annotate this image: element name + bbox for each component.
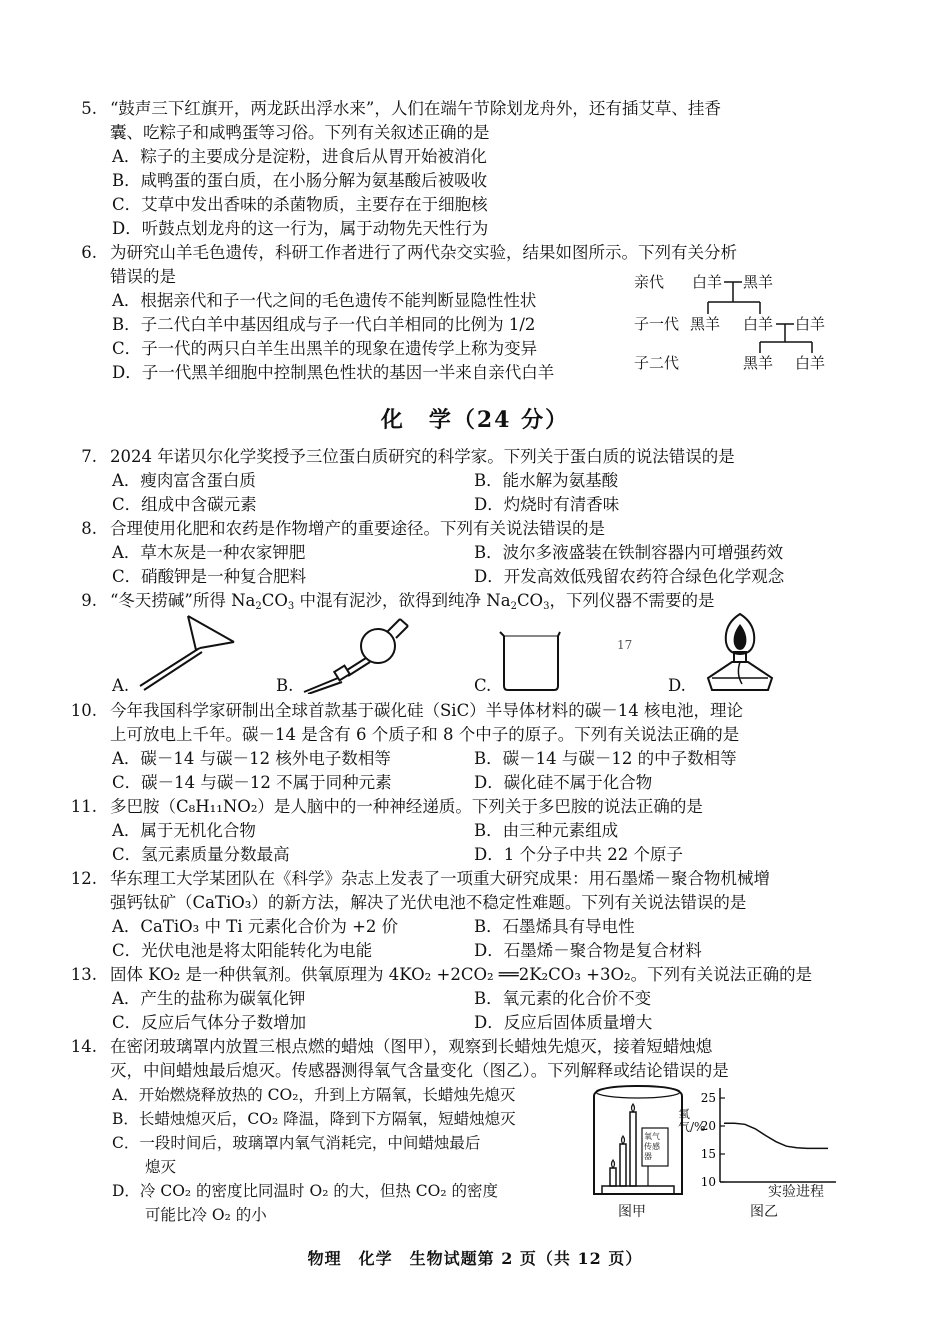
q6-option-b: B．子二代白羊中基因组成与子一代白羊相同的比例为 1/2 bbox=[112, 315, 536, 334]
q13-option-d: D．反应后固体质量增大 bbox=[474, 1013, 653, 1032]
q14-option-d-line2: 可能比冷 O₂ 的小 bbox=[145, 1206, 267, 1224]
parent-black-sheep: 黑羊 bbox=[743, 273, 774, 291]
q7-option-a: A．瘦肉富含蛋白质 bbox=[112, 471, 256, 490]
q14-number: 14. bbox=[70, 1037, 97, 1056]
figure-b-caption: 图乙 bbox=[750, 1204, 778, 1220]
q5-option-a: A．粽子的主要成分是淀粉，进食后从胃开始被消化 bbox=[112, 147, 487, 166]
q10-option-d: D．碳化硅不属于化合物 bbox=[474, 773, 653, 792]
q5-option-d: D．听鼓点划龙舟的这一行为，属于动物先天性行为 bbox=[112, 219, 489, 238]
q14-option-d-line1: D．冷 CO₂ 的密度比同温时 O₂ 的大，但热 CO₂ 的密度 bbox=[112, 1182, 498, 1200]
q5-option-b: B．咸鸭蛋的蛋白质，在小肠分解为氨基酸后被吸收 bbox=[112, 171, 488, 190]
f1-white-sheep-b: 白羊 bbox=[795, 315, 826, 333]
q12-option-b: B．石墨烯具有导电性 bbox=[474, 917, 635, 936]
q7-option-b: B．能水解为氨基酸 bbox=[474, 471, 619, 490]
q8-option-a: A．草木灰是一种农家钾肥 bbox=[112, 543, 306, 562]
f2-black-sheep: 黑羊 bbox=[743, 354, 774, 372]
q9-option-c-label: C. bbox=[474, 676, 492, 695]
q8-option-c: C．硝酸钾是一种复合肥料 bbox=[112, 567, 307, 586]
label-parent-generation: 亲代 bbox=[634, 273, 665, 291]
q7-stem: 2024 年诺贝尔化学奖授予三位蛋白质研究的科学家。下列关于蛋白质的说法错误的是 bbox=[110, 447, 735, 466]
q6-stem-line2: 错误的是 bbox=[110, 267, 176, 286]
q6-stem-line1: 为研究山羊毛色遗传，科研工作者进行了两代杂交实验，结果如图所示。下列有关分析 bbox=[110, 243, 737, 262]
q12-option-d: D．石墨烯－聚合物是复合材料 bbox=[474, 941, 702, 960]
q6-option-d: D．子一代黑羊细胞中控制黑色性状的基因一半来自亲代白羊 bbox=[112, 363, 555, 382]
q13-option-b: B．氧元素的化合价不变 bbox=[474, 989, 652, 1008]
parent-white-sheep: 白羊 bbox=[692, 273, 723, 291]
q5-stem-line1: “鼓声三下红旗开，两龙跃出浮水来”，人们在端午节除划龙舟外，还有插艾草、挂香 bbox=[110, 99, 721, 118]
q8-stem: 合理使用化肥和农药是作物增产的重要途径。下列有关说法错误的是 bbox=[110, 519, 605, 538]
q12-option-a: A．CaTiO₃ 中 Ti 元素化合价为 +2 价 bbox=[112, 917, 399, 936]
q14-option-c-line2: 熄灭 bbox=[145, 1158, 177, 1176]
q11-stem: 多巴胺（C₈H₁₁NO₂）是人脑中的一种神经递质。下列关于多巴胺的说法正确的是 bbox=[110, 797, 703, 816]
q9-pencil-mark: 17 bbox=[617, 638, 633, 652]
f2-white-sheep: 白羊 bbox=[795, 354, 826, 372]
q14-option-c-line1: C．一段时间后，玻璃罩内氧气消耗完，中间蜡烛最后 bbox=[112, 1134, 481, 1152]
q9-stem-part1: “冬天捞碱”所得 Na bbox=[110, 591, 256, 610]
q14-stem-line2: 灭，中间蜡烛最后熄灭。传感器测得氧气含量变化（图乙）。下列解释或结论错误的是 bbox=[110, 1061, 729, 1080]
q8-option-b: B．波尔多液盛装在铁制容器内可增强药效 bbox=[474, 543, 784, 562]
y-tick-label-15: 15 bbox=[700, 1147, 716, 1161]
q10-number: 10. bbox=[70, 701, 97, 720]
q11-option-b: B．由三种元素组成 bbox=[474, 821, 619, 840]
q7-option-c: C．组成中含碳元素 bbox=[112, 495, 257, 514]
chemistry-section-title: 化 学（24 分） bbox=[380, 407, 570, 433]
q12-number: 12. bbox=[70, 869, 97, 888]
q14-option-a: A．开始燃烧释放热的 CO₂，升到上方隔氧，长蜡烛先熄灭 bbox=[112, 1086, 516, 1104]
q13-stem: 固体 KO₂ 是一种供氧剂。供氧原理为 4KO₂ +2CO₂ ══2K₂CO₃ +3O₂。下列有关说法正确的是 bbox=[110, 965, 813, 984]
q10-stem-line2: 上可放电上千年。碳－14 是含有 6 个质子和 8 个中子的原子。下列有关说法正确的是 bbox=[110, 725, 740, 744]
y-tick-label-10: 10 bbox=[700, 1175, 716, 1189]
q6-option-c: C．子一代的两只白羊生出黑羊的现象在遗传学上称为变异 bbox=[112, 339, 538, 358]
q9-stem: “冬天捞碱”所得 $Na_2CO_3$ 中混有泥沙，欲得到纯净 $Na_2CO_3$，下列仪器不需要的是 bbox=[110, 591, 715, 612]
q11-option-a: A．属于无机化合物 bbox=[112, 821, 256, 840]
alcohol-lamp-icon bbox=[700, 610, 780, 696]
q9-stem-part2: CO bbox=[261, 591, 288, 610]
q6-number: 6. bbox=[81, 243, 97, 262]
q10-stem-line1: 今年我国科学家研制出全球首款基于碳化硅（SiC）半导体材料的碳－14 核电池，理论 bbox=[110, 701, 743, 720]
q12-option-c: C．光伏电池是将太阳能转化为电能 bbox=[112, 941, 373, 960]
q11-option-d: D．1 个分子中共 22 个原子 bbox=[474, 845, 683, 864]
y-tick-label-25: 25 bbox=[700, 1091, 716, 1105]
oxygen-series-line bbox=[724, 1123, 828, 1148]
oxygen-sensor-label: 氧气传感器 bbox=[644, 1132, 660, 1161]
q9-stem-part5: ，下列仪器不需要的是 bbox=[549, 591, 715, 610]
figure-a-caption: 图甲 bbox=[618, 1204, 646, 1220]
q5-stem-line2: 囊、吃粽子和咸鸭蛋等习俗。下列有关叙述正确的是 bbox=[110, 123, 490, 142]
q12-stem-line1: 华东理工大学某团队在《科学》杂志上发表了一项重大研究成果：用石墨烯－聚合物机械增 bbox=[110, 869, 770, 888]
q13-number: 13. bbox=[70, 965, 97, 984]
q10-option-a: A．碳－14 与碳－12 核外电子数相等 bbox=[112, 749, 391, 768]
f1-white-sheep-a: 白羊 bbox=[743, 315, 774, 333]
q5-number: 5. bbox=[81, 99, 97, 118]
q14-option-b: B．长蜡烛熄灭后，CO₂ 降温，降到下方隔氧，短蜡烛熄灭 bbox=[112, 1110, 516, 1128]
q9-number: 9. bbox=[81, 591, 97, 610]
page-footer: 物理 化学 生物试题第 2 页（共 12 页） bbox=[307, 1249, 643, 1268]
q6-option-a: A．根据亲代和子一代之间的毛色遗传不能判断显隐性性状 bbox=[112, 291, 537, 310]
pedigree-lines bbox=[0, 0, 950, 420]
label-f1-generation: 子一代 bbox=[634, 315, 680, 333]
q7-number: 7. bbox=[81, 447, 97, 466]
q8-option-d: D．开发高效低残留农药符合绿色化学观念 bbox=[474, 567, 785, 586]
q10-option-c: C．碳－14 与碳－12 不属于同种元素 bbox=[112, 773, 392, 792]
figure-a-bell-jar bbox=[588, 1082, 688, 1202]
q9-option-b-label: B. bbox=[276, 676, 294, 695]
q14-stem-line1: 在密闭玻璃罩内放置三根点燃的蜡烛（图甲），观察到长蜡烛先熄灭，接着短蜡烛熄 bbox=[110, 1037, 713, 1056]
chart-x-axis-label: 实验进程 bbox=[768, 1184, 824, 1200]
q7-option-d: D．灼烧时有清香味 bbox=[474, 495, 620, 514]
q11-number: 11. bbox=[70, 797, 97, 816]
f1-black-sheep: 黑羊 bbox=[690, 315, 721, 333]
beaker-icon bbox=[496, 628, 566, 692]
q13-option-c: C．反应后气体分子数增加 bbox=[112, 1013, 307, 1032]
chart-y-axis-label: 氧气/% bbox=[678, 1107, 706, 1134]
q9-option-a-label: A. bbox=[112, 676, 130, 695]
q9-stem-part4: CO bbox=[516, 591, 544, 610]
q9-option-d-label: D. bbox=[668, 676, 686, 695]
separatory-funnel-icon bbox=[296, 614, 426, 694]
q11-option-c: C．氢元素质量分数最高 bbox=[112, 845, 290, 864]
q10-option-b: B．碳－14 与碳－12 的中子数相等 bbox=[474, 749, 737, 768]
y-tick-label-20: 20 bbox=[700, 1119, 716, 1133]
q9-stem-part3: 中混有泥沙，欲得到纯净 Na bbox=[294, 591, 511, 610]
q13-option-a: A．产生的盐称为碳氧化钾 bbox=[112, 989, 306, 1008]
q8-number: 8. bbox=[81, 519, 97, 538]
q5-option-c: C．艾草中发出香味的杀菌物质，主要存在于细胞核 bbox=[112, 195, 488, 214]
funnel-icon bbox=[130, 612, 240, 692]
q12-stem-line2: 强钙钛矿（CaTiO₃）的新方法，解决了光伏电池不稳定性难题。下列有关说法错误的是 bbox=[110, 893, 747, 912]
label-f2-generation: 子二代 bbox=[634, 354, 680, 372]
